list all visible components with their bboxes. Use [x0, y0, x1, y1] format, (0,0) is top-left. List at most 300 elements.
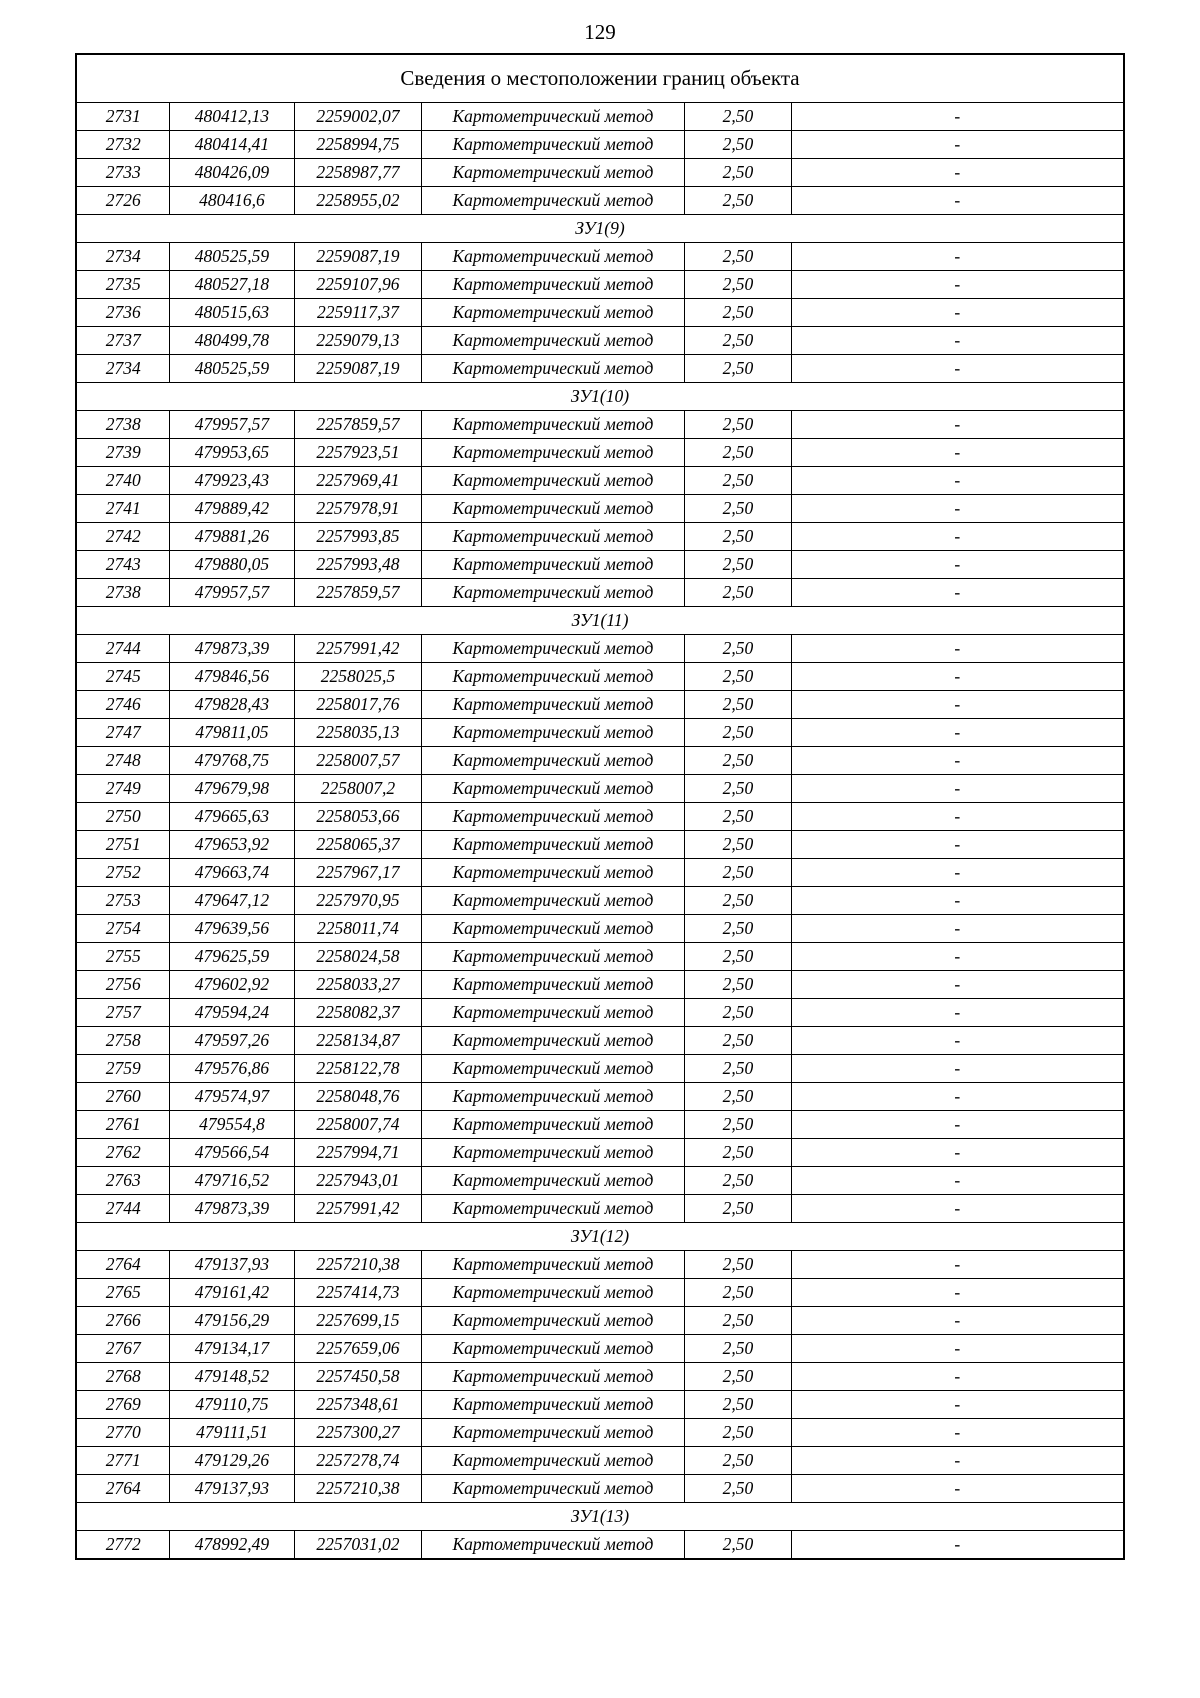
precision-cell: 2,50: [684, 1083, 791, 1111]
method-cell: Картометрический метод: [421, 327, 684, 355]
section-header-row: [76, 1223, 1123, 1251]
method-cell: Картометрический метод: [421, 999, 684, 1027]
point-number-cell: 2768: [76, 1363, 169, 1391]
point-number-cell: 2756: [76, 971, 169, 999]
point-number-cell: 2733: [76, 159, 169, 187]
point-number-cell: 2759: [76, 1055, 169, 1083]
method-cell: Картометрический метод: [421, 1195, 684, 1223]
x-coordinate-cell: 480515,63: [169, 299, 294, 327]
precision-cell: 2,50: [684, 1335, 791, 1363]
x-coordinate-cell: 479574,97: [169, 1083, 294, 1111]
method-cell: Картометрический метод: [421, 803, 684, 831]
y-coordinate-cell: 2258134,87: [294, 1027, 421, 1055]
y-coordinate-cell: 2257348,61: [294, 1391, 421, 1419]
y-coordinate-cell: 2257210,38: [294, 1475, 421, 1503]
method-cell: Картометрический метод: [421, 1279, 684, 1307]
table-row: [76, 943, 1123, 971]
precision-cell: 2,50: [684, 747, 791, 775]
y-coordinate-cell: 2259087,19: [294, 355, 421, 383]
x-coordinate-cell: 479625,59: [169, 943, 294, 971]
x-coordinate-cell: 479576,86: [169, 1055, 294, 1083]
y-coordinate-cell: 2258035,13: [294, 719, 421, 747]
note-cell: -: [791, 1139, 1123, 1167]
note-cell: -: [791, 1335, 1123, 1363]
x-coordinate-cell: 479768,75: [169, 747, 294, 775]
precision-cell: 2,50: [684, 1363, 791, 1391]
precision-cell: 2,50: [684, 803, 791, 831]
point-number-cell: 2754: [76, 915, 169, 943]
y-coordinate-cell: 2258987,77: [294, 159, 421, 187]
precision-cell: 2,50: [684, 915, 791, 943]
table-row: [76, 1475, 1123, 1503]
method-cell: Картометрический метод: [421, 691, 684, 719]
table-row: [76, 1055, 1123, 1083]
y-coordinate-cell: 2259087,19: [294, 243, 421, 271]
precision-cell: 2,50: [684, 495, 791, 523]
y-coordinate-cell: 2258007,57: [294, 747, 421, 775]
y-coordinate-cell: 2257923,51: [294, 439, 421, 467]
section-header: ЗУ1(13): [76, 1503, 1123, 1531]
x-coordinate-cell: 479881,26: [169, 523, 294, 551]
table-row: [76, 439, 1123, 467]
method-cell: Картометрический метод: [421, 1027, 684, 1055]
y-coordinate-cell: 2258007,74: [294, 1111, 421, 1139]
y-coordinate-cell: 2258033,27: [294, 971, 421, 999]
method-cell: Картометрический метод: [421, 1363, 684, 1391]
x-coordinate-cell: 480525,59: [169, 243, 294, 271]
note-cell: -: [791, 887, 1123, 915]
point-number-cell: 2765: [76, 1279, 169, 1307]
note-cell: -: [791, 915, 1123, 943]
x-coordinate-cell: 479889,42: [169, 495, 294, 523]
x-coordinate-cell: 479923,43: [169, 467, 294, 495]
y-coordinate-cell: 2258011,74: [294, 915, 421, 943]
point-number-cell: 2761: [76, 1111, 169, 1139]
x-coordinate-cell: 479663,74: [169, 859, 294, 887]
point-number-cell: 2748: [76, 747, 169, 775]
precision-cell: 2,50: [684, 411, 791, 439]
note-cell: -: [791, 467, 1123, 495]
precision-cell: 2,50: [684, 299, 791, 327]
method-cell: Картометрический метод: [421, 831, 684, 859]
precision-cell: 2,50: [684, 831, 791, 859]
precision-cell: 2,50: [684, 1195, 791, 1223]
method-cell: Картометрический метод: [421, 1083, 684, 1111]
note-cell: -: [791, 831, 1123, 859]
y-coordinate-cell: 2257278,74: [294, 1447, 421, 1475]
table-row: [76, 411, 1123, 439]
point-number-cell: 2760: [76, 1083, 169, 1111]
point-number-cell: 2755: [76, 943, 169, 971]
y-coordinate-cell: 2257210,38: [294, 1251, 421, 1279]
precision-cell: 2,50: [684, 439, 791, 467]
point-number-cell: 2726: [76, 187, 169, 215]
table-row: [76, 495, 1123, 523]
point-number-cell: 2772: [76, 1531, 169, 1560]
method-cell: Картометрический метод: [421, 299, 684, 327]
x-coordinate-cell: 479828,43: [169, 691, 294, 719]
note-cell: -: [791, 327, 1123, 355]
y-coordinate-cell: 2259117,37: [294, 299, 421, 327]
note-cell: -: [791, 411, 1123, 439]
x-coordinate-cell: 479957,57: [169, 579, 294, 607]
section-header-row: [76, 1503, 1123, 1531]
method-cell: Картометрический метод: [421, 1139, 684, 1167]
note-cell: -: [791, 243, 1123, 271]
x-coordinate-cell: 479873,39: [169, 635, 294, 663]
y-coordinate-cell: 2257450,58: [294, 1363, 421, 1391]
y-coordinate-cell: 2258048,76: [294, 1083, 421, 1111]
precision-cell: 2,50: [684, 1111, 791, 1139]
method-cell: Картометрический метод: [421, 1167, 684, 1195]
point-number-cell: 2741: [76, 495, 169, 523]
x-coordinate-cell: 479647,12: [169, 887, 294, 915]
point-number-cell: 2764: [76, 1251, 169, 1279]
method-cell: Картометрический метод: [421, 1419, 684, 1447]
point-number-cell: 2739: [76, 439, 169, 467]
precision-cell: 2,50: [684, 971, 791, 999]
y-coordinate-cell: 2258122,78: [294, 1055, 421, 1083]
boundary-table: [75, 53, 1124, 1560]
table-row: [76, 551, 1123, 579]
note-cell: -: [791, 159, 1123, 187]
point-number-cell: 2744: [76, 1195, 169, 1223]
note-cell: -: [791, 1307, 1123, 1335]
precision-cell: 2,50: [684, 131, 791, 159]
precision-cell: 2,50: [684, 1139, 791, 1167]
precision-cell: 2,50: [684, 887, 791, 915]
note-cell: -: [791, 103, 1123, 131]
table-title: Сведения о местоположении границ объекта: [76, 54, 1123, 103]
table-row: [76, 467, 1123, 495]
table-row: [76, 1111, 1123, 1139]
y-coordinate-cell: 2258994,75: [294, 131, 421, 159]
x-coordinate-cell: 478992,49: [169, 1531, 294, 1560]
y-coordinate-cell: 2257991,42: [294, 635, 421, 663]
y-coordinate-cell: 2258065,37: [294, 831, 421, 859]
note-cell: -: [791, 131, 1123, 159]
note-cell: -: [791, 1055, 1123, 1083]
section-header-row: [76, 383, 1123, 411]
x-coordinate-cell: 479134,17: [169, 1335, 294, 1363]
x-coordinate-cell: 479957,57: [169, 411, 294, 439]
note-cell: -: [791, 691, 1123, 719]
note-cell: -: [791, 635, 1123, 663]
table-row: [76, 691, 1123, 719]
method-cell: Картометрический метод: [421, 663, 684, 691]
table-row: [76, 327, 1123, 355]
table-row: [76, 1335, 1123, 1363]
table-row: [76, 971, 1123, 999]
point-number-cell: 2747: [76, 719, 169, 747]
x-coordinate-cell: 479156,29: [169, 1307, 294, 1335]
x-coordinate-cell: 480527,18: [169, 271, 294, 299]
point-number-cell: 2743: [76, 551, 169, 579]
table-row: [76, 803, 1123, 831]
section-header: ЗУ1(12): [76, 1223, 1123, 1251]
point-number-cell: 2737: [76, 327, 169, 355]
table-row: [76, 747, 1123, 775]
table-row: [76, 1531, 1123, 1560]
note-cell: -: [791, 1111, 1123, 1139]
section-header-row: [76, 607, 1123, 635]
method-cell: Картометрический метод: [421, 1251, 684, 1279]
point-number-cell: 2734: [76, 355, 169, 383]
precision-cell: 2,50: [684, 355, 791, 383]
note-cell: -: [791, 1475, 1123, 1503]
precision-cell: 2,50: [684, 551, 791, 579]
y-coordinate-cell: 2257970,95: [294, 887, 421, 915]
method-cell: Картометрический метод: [421, 411, 684, 439]
note-cell: -: [791, 1027, 1123, 1055]
point-number-cell: 2745: [76, 663, 169, 691]
table-row: [76, 887, 1123, 915]
method-cell: Картометрический метод: [421, 1475, 684, 1503]
point-number-cell: 2736: [76, 299, 169, 327]
table-row: [76, 1251, 1123, 1279]
y-coordinate-cell: 2257031,02: [294, 1531, 421, 1560]
note-cell: -: [791, 551, 1123, 579]
y-coordinate-cell: 2257993,48: [294, 551, 421, 579]
method-cell: Картометрический метод: [421, 1055, 684, 1083]
method-cell: Картометрический метод: [421, 635, 684, 663]
precision-cell: 2,50: [684, 1307, 791, 1335]
precision-cell: 2,50: [684, 663, 791, 691]
x-coordinate-cell: 480499,78: [169, 327, 294, 355]
precision-cell: 2,50: [684, 999, 791, 1027]
point-number-cell: 2738: [76, 579, 169, 607]
method-cell: Картометрический метод: [421, 1531, 684, 1560]
x-coordinate-cell: 479880,05: [169, 551, 294, 579]
table-row: [76, 1447, 1123, 1475]
note-cell: -: [791, 299, 1123, 327]
boundary-table-body: [76, 54, 1123, 1559]
method-cell: Картометрический метод: [421, 1307, 684, 1335]
point-number-cell: 2767: [76, 1335, 169, 1363]
table-row: [76, 131, 1123, 159]
x-coordinate-cell: 479639,56: [169, 915, 294, 943]
x-coordinate-cell: 479665,63: [169, 803, 294, 831]
table-row: [76, 1391, 1123, 1419]
point-number-cell: 2753: [76, 887, 169, 915]
table-row: [76, 1027, 1123, 1055]
y-coordinate-cell: 2257659,06: [294, 1335, 421, 1363]
precision-cell: 2,50: [684, 635, 791, 663]
x-coordinate-cell: 480412,13: [169, 103, 294, 131]
x-coordinate-cell: 479137,93: [169, 1475, 294, 1503]
precision-cell: 2,50: [684, 1447, 791, 1475]
method-cell: Картометрический метод: [421, 131, 684, 159]
method-cell: Картометрический метод: [421, 439, 684, 467]
precision-cell: 2,50: [684, 1055, 791, 1083]
method-cell: Картометрический метод: [421, 495, 684, 523]
table-row: [76, 1167, 1123, 1195]
point-number-cell: 2749: [76, 775, 169, 803]
x-coordinate-cell: 479653,92: [169, 831, 294, 859]
method-cell: Картометрический метод: [421, 159, 684, 187]
point-number-cell: 2769: [76, 1391, 169, 1419]
precision-cell: 2,50: [684, 467, 791, 495]
y-coordinate-cell: 2258007,2: [294, 775, 421, 803]
method-cell: Картометрический метод: [421, 1391, 684, 1419]
y-coordinate-cell: 2257859,57: [294, 579, 421, 607]
y-coordinate-cell: 2259107,96: [294, 271, 421, 299]
note-cell: -: [791, 579, 1123, 607]
point-number-cell: 2763: [76, 1167, 169, 1195]
x-coordinate-cell: 479953,65: [169, 439, 294, 467]
section-header: ЗУ1(11): [76, 607, 1123, 635]
method-cell: Картометрический метод: [421, 915, 684, 943]
y-coordinate-cell: 2257943,01: [294, 1167, 421, 1195]
precision-cell: 2,50: [684, 579, 791, 607]
x-coordinate-cell: 479846,56: [169, 663, 294, 691]
table-row: [76, 1419, 1123, 1447]
x-coordinate-cell: 479594,24: [169, 999, 294, 1027]
table-row: [76, 243, 1123, 271]
precision-cell: 2,50: [684, 943, 791, 971]
y-coordinate-cell: 2258024,58: [294, 943, 421, 971]
precision-cell: 2,50: [684, 775, 791, 803]
method-cell: Картометрический метод: [421, 271, 684, 299]
x-coordinate-cell: 479161,42: [169, 1279, 294, 1307]
table-row: [76, 355, 1123, 383]
table-row: [76, 1195, 1123, 1223]
y-coordinate-cell: 2258053,66: [294, 803, 421, 831]
note-cell: -: [791, 1083, 1123, 1111]
y-coordinate-cell: 2257969,41: [294, 467, 421, 495]
point-number-cell: 2750: [76, 803, 169, 831]
point-number-cell: 2757: [76, 999, 169, 1027]
note-cell: -: [791, 187, 1123, 215]
precision-cell: 2,50: [684, 187, 791, 215]
method-cell: Картометрический метод: [421, 719, 684, 747]
x-coordinate-cell: 479597,26: [169, 1027, 294, 1055]
point-number-cell: 2766: [76, 1307, 169, 1335]
method-cell: Картометрический метод: [421, 1447, 684, 1475]
table-row: [76, 103, 1123, 131]
table-row: [76, 719, 1123, 747]
y-coordinate-cell: 2257699,15: [294, 1307, 421, 1335]
x-coordinate-cell: 480416,6: [169, 187, 294, 215]
method-cell: Картометрический метод: [421, 1111, 684, 1139]
point-number-cell: 2735: [76, 271, 169, 299]
table-row: [76, 1083, 1123, 1111]
x-coordinate-cell: 479679,98: [169, 775, 294, 803]
note-cell: -: [791, 355, 1123, 383]
y-coordinate-cell: 2257993,85: [294, 523, 421, 551]
precision-cell: 2,50: [684, 1391, 791, 1419]
note-cell: -: [791, 775, 1123, 803]
x-coordinate-cell: 479554,8: [169, 1111, 294, 1139]
x-coordinate-cell: 479873,39: [169, 1195, 294, 1223]
x-coordinate-cell: 479566,54: [169, 1139, 294, 1167]
precision-cell: 2,50: [684, 719, 791, 747]
note-cell: -: [791, 1251, 1123, 1279]
y-coordinate-cell: 2257859,57: [294, 411, 421, 439]
note-cell: -: [791, 1363, 1123, 1391]
precision-cell: 2,50: [684, 103, 791, 131]
method-cell: Картометрический метод: [421, 523, 684, 551]
method-cell: Картометрический метод: [421, 467, 684, 495]
table-row: [76, 1139, 1123, 1167]
note-cell: -: [791, 1447, 1123, 1475]
y-coordinate-cell: 2258017,76: [294, 691, 421, 719]
method-cell: Картометрический метод: [421, 1335, 684, 1363]
table-row: [76, 299, 1123, 327]
point-number-cell: 2732: [76, 131, 169, 159]
point-number-cell: 2752: [76, 859, 169, 887]
precision-cell: 2,50: [684, 1475, 791, 1503]
table-row: [76, 159, 1123, 187]
section-header-row: [76, 215, 1123, 243]
point-number-cell: 2740: [76, 467, 169, 495]
note-cell: -: [791, 1419, 1123, 1447]
y-coordinate-cell: 2259079,13: [294, 327, 421, 355]
y-coordinate-cell: 2257991,42: [294, 1195, 421, 1223]
note-cell: -: [791, 1391, 1123, 1419]
point-number-cell: 2758: [76, 1027, 169, 1055]
table-row: [76, 187, 1123, 215]
note-cell: -: [791, 1167, 1123, 1195]
method-cell: Картометрический метод: [421, 859, 684, 887]
note-cell: -: [791, 943, 1123, 971]
table-row: [76, 635, 1123, 663]
table-row: [76, 1279, 1123, 1307]
x-coordinate-cell: 480426,09: [169, 159, 294, 187]
y-coordinate-cell: 2257967,17: [294, 859, 421, 887]
section-header: ЗУ1(9): [76, 215, 1123, 243]
x-coordinate-cell: 479811,05: [169, 719, 294, 747]
note-cell: -: [791, 271, 1123, 299]
table-title-row: [76, 54, 1123, 103]
table-row: [76, 663, 1123, 691]
x-coordinate-cell: 480525,59: [169, 355, 294, 383]
method-cell: Картометрический метод: [421, 103, 684, 131]
precision-cell: 2,50: [684, 1167, 791, 1195]
point-number-cell: 2742: [76, 523, 169, 551]
y-coordinate-cell: 2257300,27: [294, 1419, 421, 1447]
precision-cell: 2,50: [684, 691, 791, 719]
method-cell: Картометрический метод: [421, 971, 684, 999]
note-cell: -: [791, 859, 1123, 887]
method-cell: Картометрический метод: [421, 551, 684, 579]
x-coordinate-cell: 480414,41: [169, 131, 294, 159]
y-coordinate-cell: 2257978,91: [294, 495, 421, 523]
x-coordinate-cell: 479137,93: [169, 1251, 294, 1279]
table-row: [76, 579, 1123, 607]
page-number: 129: [584, 20, 616, 44]
table-row: [76, 831, 1123, 859]
x-coordinate-cell: 479148,52: [169, 1363, 294, 1391]
method-cell: Картометрический метод: [421, 355, 684, 383]
note-cell: -: [791, 523, 1123, 551]
method-cell: Картометрический метод: [421, 887, 684, 915]
y-coordinate-cell: 2258955,02: [294, 187, 421, 215]
precision-cell: 2,50: [684, 859, 791, 887]
point-number-cell: 2744: [76, 635, 169, 663]
point-number-cell: 2738: [76, 411, 169, 439]
note-cell: -: [791, 439, 1123, 467]
method-cell: Картометрический метод: [421, 187, 684, 215]
method-cell: Картометрический метод: [421, 943, 684, 971]
precision-cell: 2,50: [684, 243, 791, 271]
y-coordinate-cell: 2258082,37: [294, 999, 421, 1027]
method-cell: Картометрический метод: [421, 243, 684, 271]
note-cell: -: [791, 999, 1123, 1027]
point-number-cell: 2764: [76, 1475, 169, 1503]
x-coordinate-cell: 479111,51: [169, 1419, 294, 1447]
y-coordinate-cell: 2259002,07: [294, 103, 421, 131]
